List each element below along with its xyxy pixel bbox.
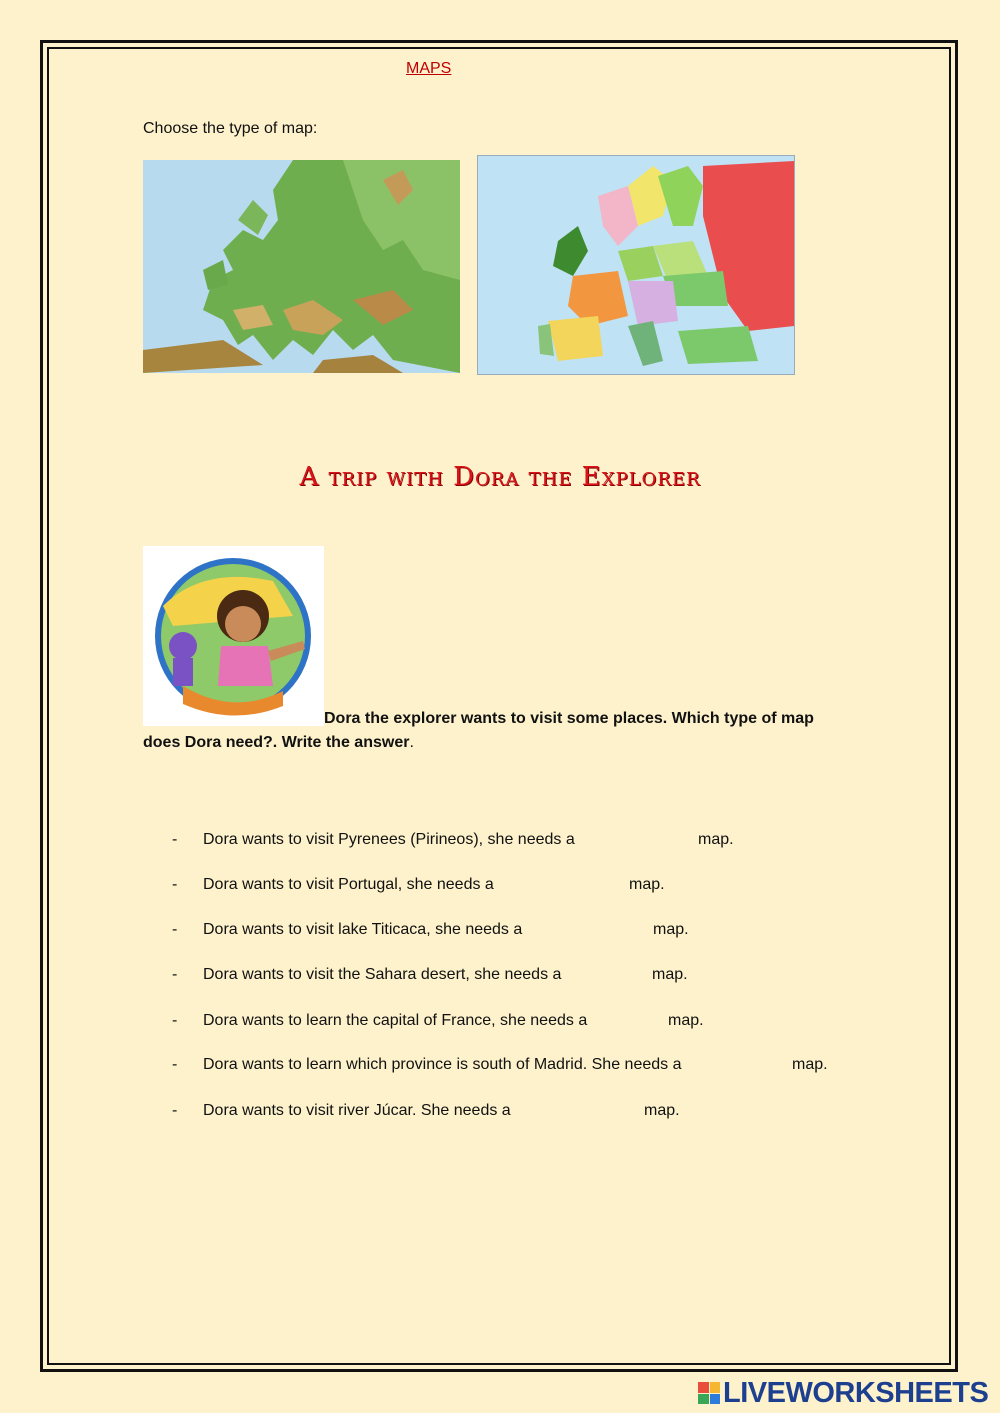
list-item xyxy=(0,921,1000,943)
liveworksheets-icon xyxy=(698,1382,720,1404)
instruction-line-1: Dora the explorer wants to visit some places. Which type of map xyxy=(324,710,814,727)
item-text: Dora wants to visit lake Titicaca, she needs a xyxy=(203,921,523,938)
list-item xyxy=(0,831,1000,853)
item-map-word: map. xyxy=(698,831,734,848)
item-text: Dora wants to visit river Júcar. She needs a xyxy=(203,1102,511,1119)
list-dash: - xyxy=(172,1102,178,1119)
political-map-image xyxy=(477,155,795,375)
list-dash: - xyxy=(172,1012,178,1029)
list-dash: - xyxy=(172,966,178,983)
item-text: Dora wants to learn the capital of France, she needs a xyxy=(203,1012,588,1029)
list-dash: - xyxy=(172,831,178,848)
physical-map-image xyxy=(143,160,460,373)
liveworksheets-brand: LIVEWORKSHEETS xyxy=(723,1376,989,1409)
list-dash: - xyxy=(172,921,178,938)
item-map-word: map. xyxy=(629,876,665,893)
item-map-word: map. xyxy=(668,1012,704,1029)
liveworksheets-logo xyxy=(698,1378,988,1408)
instruction-line-2-period: . xyxy=(409,734,414,751)
section-heading: A trip with Dora the Explorer xyxy=(299,462,701,492)
instruction-line-2 xyxy=(143,734,414,752)
list-dash: - xyxy=(172,876,178,893)
page-title: MAPS xyxy=(406,60,452,77)
list-item xyxy=(0,1012,1000,1034)
item-text: Dora wants to learn which province is south of Madrid. She needs a xyxy=(203,1056,682,1073)
item-map-word: map. xyxy=(644,1102,680,1119)
list-item xyxy=(0,876,1000,898)
item-text: Dora wants to visit Pyrenees (Pirineos), she needs a xyxy=(203,831,575,848)
dora-image xyxy=(143,546,324,726)
list-dash: - xyxy=(172,1056,178,1073)
item-map-word: map. xyxy=(652,966,688,983)
list-item xyxy=(0,966,1000,988)
choose-map-prompt: Choose the type of map: xyxy=(143,120,318,137)
item-text: Dora wants to visit Portugal, she needs a xyxy=(203,876,494,893)
item-map-word: map. xyxy=(653,921,689,938)
instruction-line-2-text: does Dora need?. Write the answer xyxy=(143,734,410,751)
item-map-word: map. xyxy=(792,1056,828,1073)
list-item xyxy=(0,1102,1000,1124)
list-item xyxy=(0,1056,1000,1078)
item-text: Dora wants to visit the Sahara desert, she needs a xyxy=(203,966,562,983)
